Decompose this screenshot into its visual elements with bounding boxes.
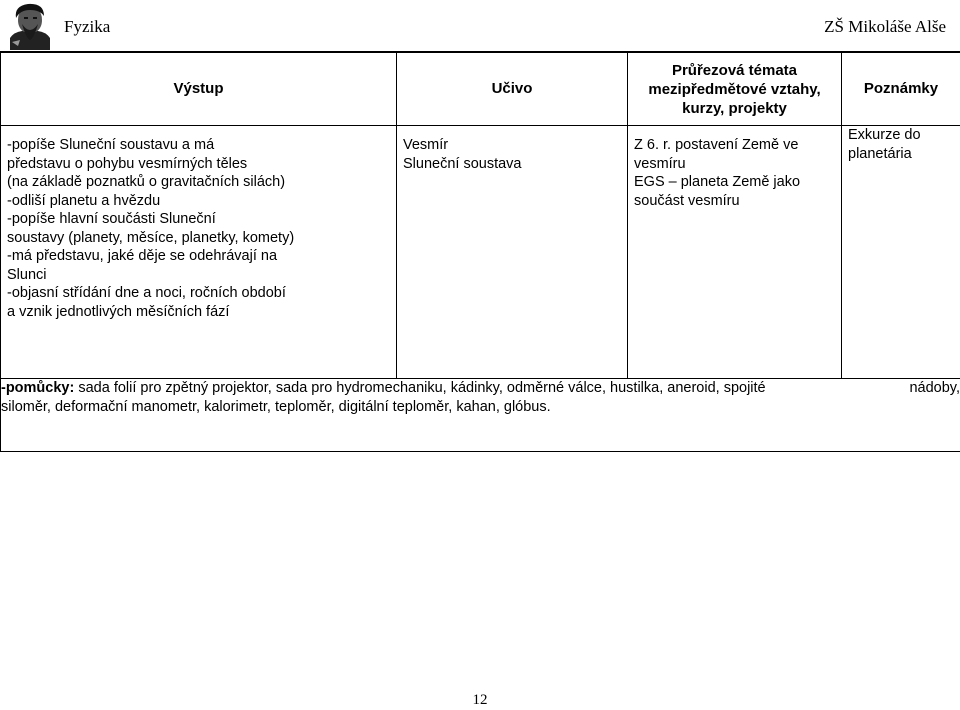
pomucky-line-1-tail: nádoby,: [909, 380, 960, 396]
poznamky-cell: [842, 126, 960, 379]
pomucky-line-1: [1, 379, 960, 398]
vystup-line: -má představu, jaké děje se odehrávají na: [7, 248, 278, 264]
subject-title: Fyzika: [64, 17, 111, 36]
column-header-ucivo: Učivo: [397, 53, 628, 126]
table-row: [1, 126, 960, 379]
vystup-line: Slunci: [7, 266, 47, 283]
vystup-line: -popíše hlavní součásti Sluneční: [7, 211, 216, 227]
pomucky-line-2: siloměr, deformační manometr, kalorimetr, teploměr, digitální teploměr, kahan, glóbus.: [1, 398, 551, 415]
vystup-line: -popíše Sluneční soustavu a má: [7, 137, 215, 153]
vystup-line: -objasní střídání dne a noci, ročních období: [7, 285, 286, 301]
pomucky-label: -pomůcky:: [1, 380, 75, 396]
vystup-line: -odliší planetu a hvězdu: [7, 192, 161, 209]
vystup-line: (na základě poznatků o gravitačních silách): [7, 174, 286, 190]
vystup-line: představu o pohybu vesmírných těles: [7, 155, 248, 172]
vystup-line: a vznik jednotlivých měsíčních fází: [7, 303, 230, 320]
poznamky-line: Exkurze do: [848, 127, 921, 143]
page-header: [0, 0, 960, 52]
pomucky-cell: [1, 379, 960, 452]
school-name: ZŠ Mikoláše Alše: [824, 17, 946, 36]
prurezova-line: vesmíru: [634, 155, 686, 172]
page-number: 12: [472, 692, 488, 708]
portrait-logo-icon: [6, 2, 54, 50]
ucivo-line: Sluneční soustava: [403, 155, 522, 172]
prurezova-line: EGS – planeta Země jako: [634, 174, 801, 190]
ucivo-line: Vesmír: [403, 137, 449, 153]
prurezova-line: Z 6. r. postavení Země ve: [634, 137, 799, 153]
column-header-prurezova-temata: Průřezová témata mezipředmětové vztahy, kurzy, projekty: [628, 53, 842, 126]
ucivo-cell: [397, 126, 628, 379]
prurezova-temata-cell: [628, 126, 842, 379]
poznamky-line: planetária: [848, 145, 912, 162]
curriculum-table: [0, 52, 960, 452]
column-header-poznamky: Poznámky: [842, 53, 960, 126]
prurezova-line: součást vesmíru: [634, 192, 740, 209]
vystup-line: soustavy (planety, měsíce, planetky, komety): [7, 229, 295, 246]
column-header-vystup: Výstup: [1, 53, 397, 126]
vystup-cell: [1, 126, 397, 379]
pomucky-row: [1, 379, 960, 452]
table-header-row: [1, 53, 960, 126]
pomucky-text-1: sada folií pro zpětný projektor, sada pro hydromechaniku, kádinky, odměrné válce, hustilka, aneroid, spojité: [74, 380, 766, 396]
